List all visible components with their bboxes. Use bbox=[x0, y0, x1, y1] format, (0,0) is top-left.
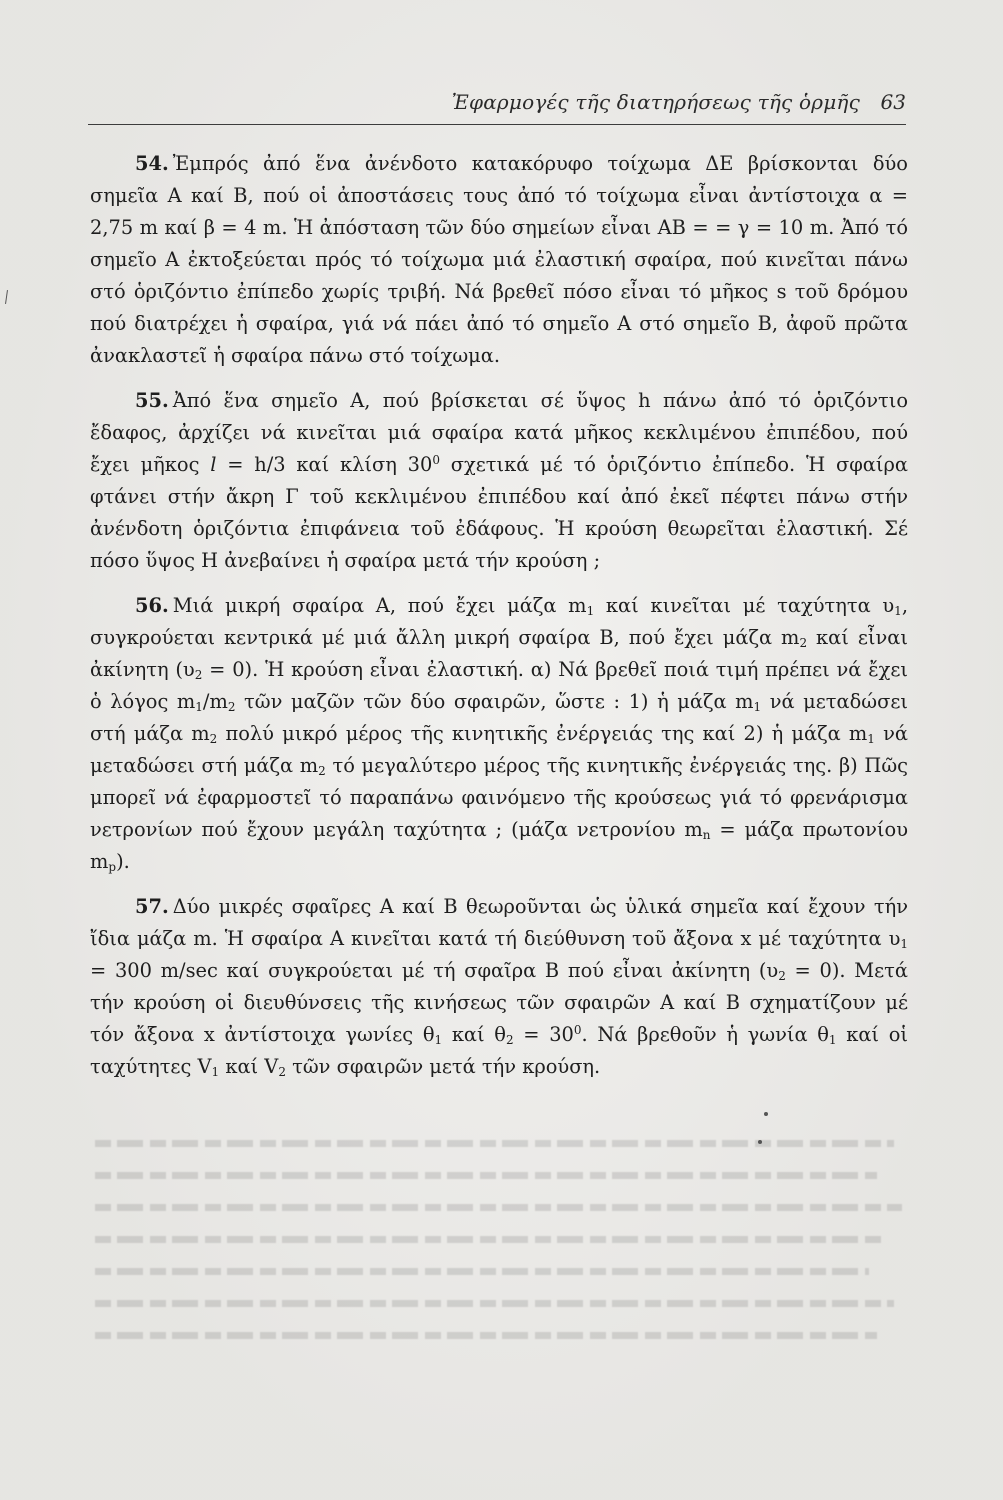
problem-number: 56. bbox=[135, 594, 169, 617]
problem-text: τῶν σφαιρῶν μετά τήν κρούση. bbox=[285, 1055, 601, 1078]
subscript: 2 bbox=[505, 1033, 514, 1047]
problem-text: /m bbox=[202, 690, 228, 713]
problem-text: τό μεγαλύτερο μέρος τῆς κινητικῆς ἐνέργειάς της. β) Πῶς μπορεῖ νά ἐφαρμοστεῖ τό παραπάνω φαινόμενο τῆς κρούσεως γιά τό φρενάρισμα νετρονίων πού ἔχουν μεγάλη ταχύτητα ; (μάζα νετρονίου m bbox=[90, 754, 908, 841]
problem-text: ). bbox=[116, 850, 130, 873]
problem-text: = h/3 καί κλίση 30 bbox=[216, 453, 433, 476]
bleed-through-line bbox=[95, 1140, 894, 1147]
page-content bbox=[90, 148, 908, 1096]
problem-text: σχετικά μέ τό ὁριζόντιο ἐπίπεδο. Ἡ σφαίρα φτάνει στήν ἄκρη Γ τοῦ κεκλιμένου ἐπιπέδου καί ἀπό ἐκεῖ πέφτει πάνω στήν ἀνένδοτη ὁριζόντια ἐπιφάνεια τοῦ ἐδάφους. Ἡ κρούση θεωρεῖται ἐλαστική. Σέ πόσο ὕψος Η ἀνεβαίνει ἡ σφαίρα μετά τήν κρούση ; bbox=[90, 453, 909, 572]
bleed-through-line bbox=[95, 1268, 869, 1275]
problem-text: καί κινεῖται μέ ταχύτητα υ bbox=[594, 594, 895, 617]
subscript: 2 bbox=[778, 969, 786, 983]
subscript: 2 bbox=[209, 732, 218, 746]
ink-speck bbox=[764, 1112, 768, 1116]
subscript: 1 bbox=[434, 1033, 443, 1047]
length-symbol: l bbox=[210, 453, 217, 476]
subscript: 2 bbox=[278, 1065, 286, 1079]
problem-number: 54. bbox=[135, 152, 169, 175]
problem-text: . Νά βρεθοῦν ἡ γωνία θ bbox=[581, 1023, 829, 1046]
problem-text: = 300 m/sec καί συγκρούεται μέ τή σφαῖρα Β πού εἶναι ἀκίνητη (υ bbox=[90, 959, 779, 982]
problem-text: καί θ bbox=[442, 1023, 506, 1046]
subscript: 1 bbox=[900, 937, 908, 951]
subscript: 1 bbox=[894, 604, 902, 618]
problem-57 bbox=[90, 891, 908, 1083]
subscript: p bbox=[108, 860, 117, 874]
degree-superscript: 0 bbox=[573, 1023, 582, 1037]
margin-mark bbox=[5, 290, 8, 304]
problem-text: νά μεταδώσει στή μάζα m bbox=[90, 722, 908, 777]
bleed-through-text bbox=[95, 1140, 910, 1370]
subscript: 2 bbox=[227, 700, 236, 714]
subscript: 1 bbox=[586, 604, 595, 618]
problem-text: Δύο μικρές σφαῖρες Α καί Β θεωροῦνται ὡς ὑλικά σημεῖα καί ἔχουν τήν ἴδια μάζα m. Ἡ σφαίρα Α κινεῖται κατά τή διεύθυνση τοῦ ἄξονα x μέ ταχύτητα υ bbox=[90, 895, 908, 950]
problem-text: νά μεταδώσει στή μάζα m bbox=[90, 690, 908, 745]
problem-text: = 0). Μετά τήν κρούση οἱ διευθύνσεις τῆς κινήσεως τῶν σφαιρῶν Α καί Β σχηματίζουν μέ τόν ἄξονα x ἀντίστοιχα γωνίες θ bbox=[90, 959, 908, 1046]
problem-text: = 30 bbox=[513, 1023, 574, 1046]
degree-superscript: 0 bbox=[432, 453, 440, 467]
problem-text: καί V bbox=[219, 1055, 279, 1078]
problem-text: τῶν μαζῶν τῶν δύο σφαιρῶν, ὥστε : 1) ἡ μάζα m bbox=[235, 690, 754, 713]
problem-text: Μιά μικρή σφαίρα Α, πού ἔχει μάζα m bbox=[172, 594, 587, 617]
problem-text: καί οἱ ταχύτητες V bbox=[90, 1023, 908, 1078]
subscript: 1 bbox=[211, 1065, 220, 1079]
problem-55 bbox=[90, 385, 908, 577]
subscript: 2 bbox=[318, 764, 326, 778]
bleed-through-line bbox=[95, 1236, 886, 1243]
problem-text: = μάζα πρωτονίου m bbox=[90, 818, 908, 873]
subscript: 2 bbox=[799, 636, 808, 650]
bleed-through-line bbox=[95, 1204, 902, 1211]
problem-number: 55. bbox=[135, 389, 169, 412]
subscript: 1 bbox=[828, 1033, 837, 1047]
problem-56 bbox=[90, 590, 908, 878]
subscript: 2 bbox=[194, 668, 203, 682]
problem-text: πολύ μικρό μέρος τῆς κινητικῆς ἐνέργειάς της καί 2) ἡ μάζα m bbox=[217, 722, 868, 745]
page-header bbox=[88, 90, 906, 125]
bleed-through-line bbox=[95, 1172, 877, 1179]
running-title: Ἐφαρμογές τῆς διατηρήσεως τῆς ὁρμῆς bbox=[451, 90, 860, 114]
subscript: 1 bbox=[867, 732, 875, 746]
problem-text: Ἀπό ἕνα σημεῖο Α, πού βρίσκεται σέ ὕψος h πάνω ἀπό τό ὁριζόντιο ἔδαφος, ἀρχίζει νά κινεῖται μιά σφαίρα κατά μῆκος κεκλιμένου ἐπιπέδου, πού ἔχει μῆκος bbox=[90, 389, 908, 476]
subscript: n bbox=[702, 828, 711, 842]
problem-number: 57. bbox=[135, 895, 169, 918]
problem-text: καί εἶναι ἀκίνητη (υ bbox=[90, 626, 908, 681]
page-number: 63 bbox=[880, 90, 906, 114]
subscript: 1 bbox=[195, 700, 203, 714]
bleed-through-line bbox=[95, 1332, 877, 1339]
subscript: 1 bbox=[753, 700, 762, 714]
problem-text: Ἐμπρός ἀπό ἕνα ἀνένδοτο κατακόρυφο τοίχωμα ΔΕ βρίσκονται δύο σημεῖα Α καί Β, πού οἱ ἀποστάσεις τους ἀπό τό τοίχωμα εἶναι ἀντίστοιχα α = 2,75 m καί β = 4 m. Ἡ ἀπόσταση τῶν δύο σημείων εἶναι ΑΒ = = γ = 10 m. Ἀπό τό σημεῖο Α ἐκτοξεύεται πρός τό τοίχωμα μιά ἐλαστική σφαίρα, πού κινεῖται πάνω στό ὁριζόντιο ἐπίπεδο χωρίς τριβή. Νά βρεθεῖ πόσο εἶναι τό μῆκος s τοῦ δρόμου πού διατρέχει ἡ σφαίρα, γιά νά πάει ἀπό τό σημεῖο Α στό σημεῖο Β, ἀφοῦ πρῶτα ἀνακλαστεῖ ἡ σφαίρα πάνω στό τοίχωμα. bbox=[90, 152, 908, 367]
problem-text: , συγκρούεται κεντρικά μέ μιά ἄλλη μικρή σφαίρα Β, πού ἔχει μάζα m bbox=[90, 594, 908, 649]
problem-text: = 0). Ἡ κρούση εἶναι ἐλαστική. α) Νά βρεθεῖ ποιά τιμή πρέπει νά ἔχει ὁ λόγος m bbox=[90, 658, 908, 713]
problem-54 bbox=[90, 148, 908, 372]
bleed-through-line bbox=[95, 1300, 894, 1307]
